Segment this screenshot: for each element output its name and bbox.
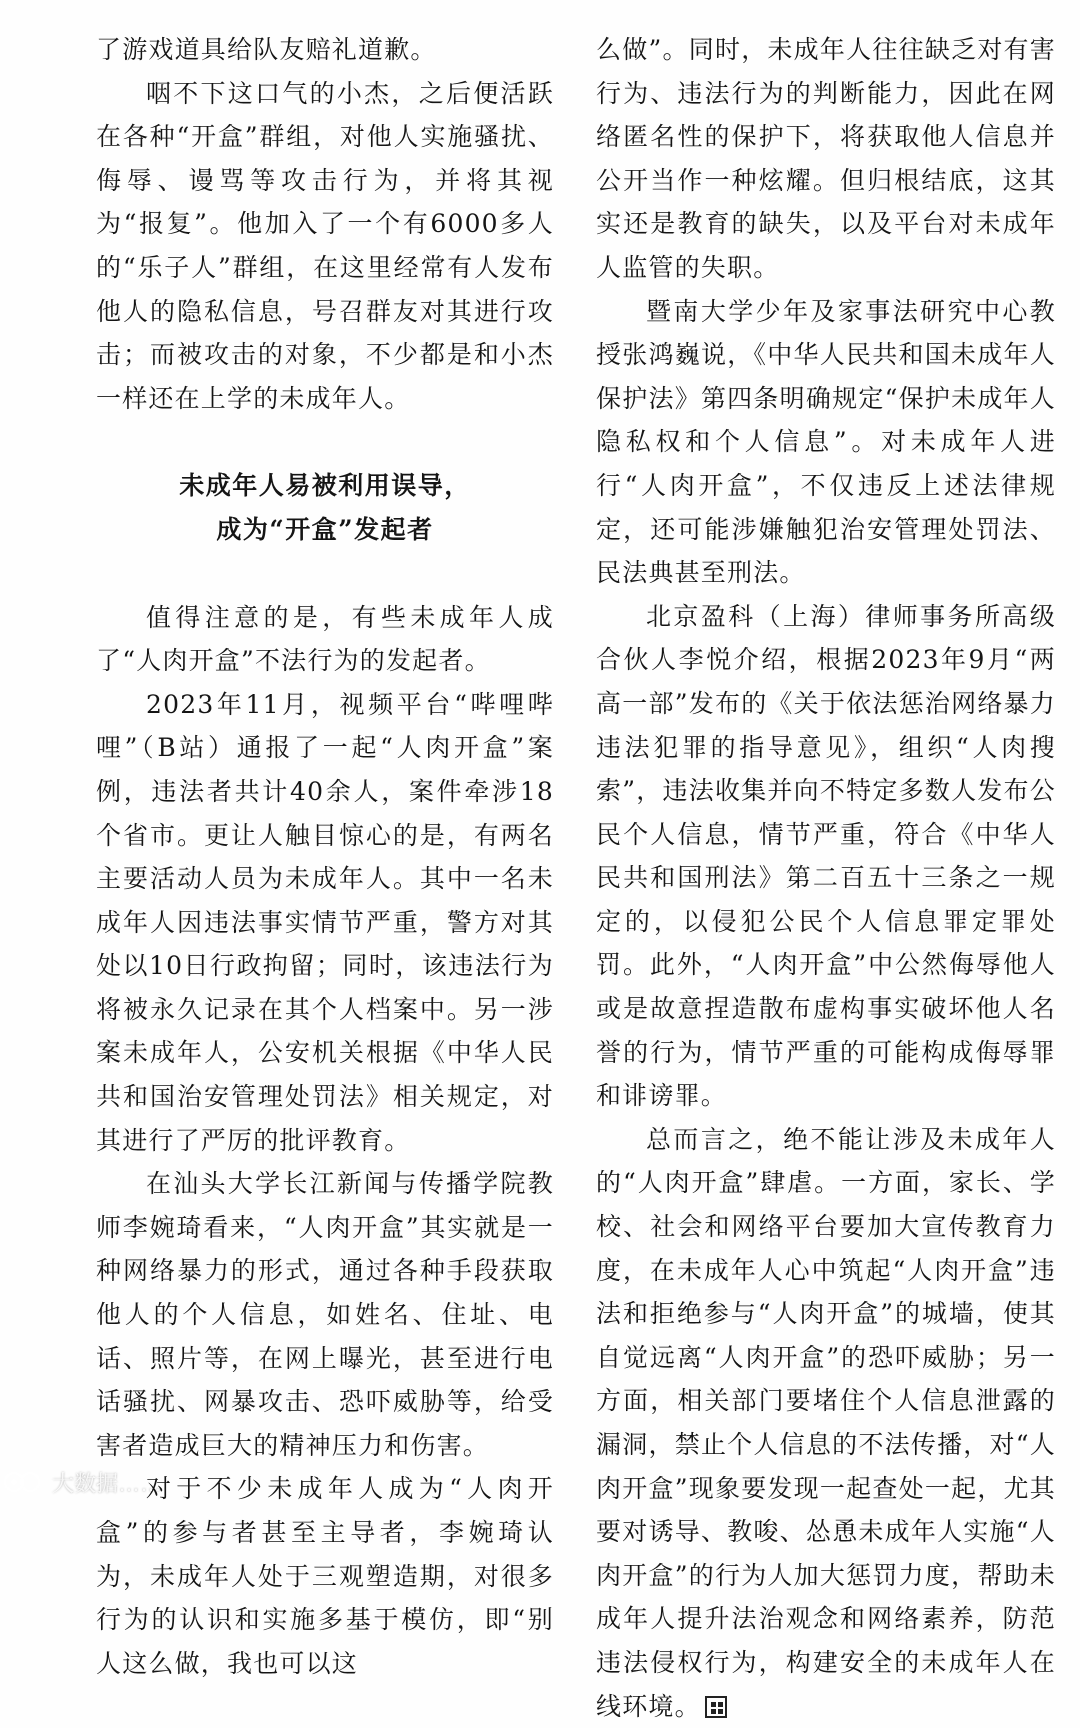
subheading-line-2: 成为“开盒”发起者 (216, 514, 434, 544)
paragraph-li-wanqi-view: 在汕头大学长江新闻与传播学院教师李婉琦看来，“人肉开盒”其实就是一种网络暴力的形式，通过各种手段获取他人的个人信息，如姓名、住址、电话、照片等，在网上曝光，甚至进行电话骚扰、网暴攻击、恐吓威胁等，给受害者造成巨大的精神压力和伤害。 (96, 1169, 554, 1460)
section-subheading (96, 464, 554, 551)
watermark-text: 大数据…… (52, 1470, 163, 1496)
subheading-line-1: 未成年人易被利用误导， (179, 471, 471, 501)
left-text-column (96, 28, 554, 1685)
paragraph-bilibili-case: 2023年11月，视频平台“哔哩哔哩”（B站）通报了一起“人肉开盒”案例，违法者共计40余人，案件牵涉18个省市。更让人触目惊心的是，有两名主要活动人员为未成年人。其中一名未成年人因违法事实情节严重，警方对其处以10日行政拘留；同时，该违法行为将被永久记录在其个人档案中。另一涉案未成年人，公安机关根据《中华人民共和国治安管理处罚法》相关规定，对其进行了严厉的批评教育。 (96, 689, 554, 1155)
paragraph-li-yue-lawyer: 北京盈科（上海）律师事务所高级合伙人李悦介绍，根据2023年9月“两高一部”发布的《关于依法惩治网络暴力违法犯罪的指导意见》，组织“人肉搜索”，违法收集并向不特定多数人发布公民个人信息，情节严重，符合《中华人民共和国刑法》第二百五十三条之一规定的，以侵犯公民个人信息罪定罪处罚。此外，“人肉开盒”中公然侮辱他人或是故意捏造散布虚构事实破坏他人名誉的行为，情节严重的可能构成侮辱罪和诽谤罪。 (596, 601, 1056, 1111)
paragraph-minors-initiators: 值得注意的是，有些未成年人成了“人肉开盒”不法行为的发起者。 (96, 602, 554, 676)
paragraph-conclusion (596, 1118, 1056, 1728)
watermark (2, 1464, 162, 1500)
right-text-column (596, 28, 1056, 1728)
paragraph-continued-right: 么做”。同时，未成年人往往缺乏对有害行为、违法行为的判断能力，因此在网络匿名性的保护下，将获取他人信息并公开当作一种炫耀。但归根结底，这其实还是教育的缺失，以及平台对未成年人监管的失职。 (596, 35, 1056, 282)
watermark-logo-icon (2, 1467, 46, 1497)
paragraph-continued: 了游戏道具给队友赔礼道歉。 (96, 35, 437, 64)
paragraph-xiaojie-retaliation: 咽不下这口气的小杰，之后便活跃在各种“开盒”群组，对他人实施骚扰、侮辱、谩骂等攻击行为，并将其视为“报复”。他加入了一个有6000多人的“乐子人”群组，在这里经常有人发布他人的隐私信息，号召群友对其进行攻击；而被攻击的对象，不少都是和小杰一样还在上学的未成年人。 (96, 78, 554, 413)
paragraph-zhang-hongwei: 暨南大学少年及家事法研究中心教授张鸿巍说，《中华人民共和国未成年人保护法》第四条明确规定“保护未成年人隐私权和个人信息”。对未成年人进行“人肉开盒”，不仅违反上述法律规定，还可能涉嫌触犯治安管理处罚法、民法典甚至刑法。 (596, 296, 1056, 588)
end-mark-icon (705, 1696, 727, 1718)
conclusion-text: 总而言之，绝不能让涉及未成年人的“人肉开盒”肆虐。一方面，家长、学校、社会和网络平台要加大宣传教育力度，在未成年人心中筑起“人肉开盒”违法和拒绝参与“人肉开盒”的城墙，使其自觉远离“人肉开盒”的恐吓威胁；另一方面，相关部门要堵住个人信息泄露的漏洞，禁止个人信息的不法传播，对“人肉开盒”现象要发现一起查处一起，尤其要对诱导、教唆、怂恿未成年人实施“人肉开盒”的行为人加大惩罚力度，帮助未成年人提升法治观念和网络素养，防范违法侵权行为，构建安全的未成年人在线环境。 (596, 1124, 1056, 1721)
paragraph-minors-imitation: 对于不少未成年人成为“人肉开盒”的参与者甚至主导者，李婉琦认为，未成年人处于三观塑造期，对很多行为的认识和实施多基于模仿，即“别人这么做，我也可以这 (96, 1474, 554, 1678)
